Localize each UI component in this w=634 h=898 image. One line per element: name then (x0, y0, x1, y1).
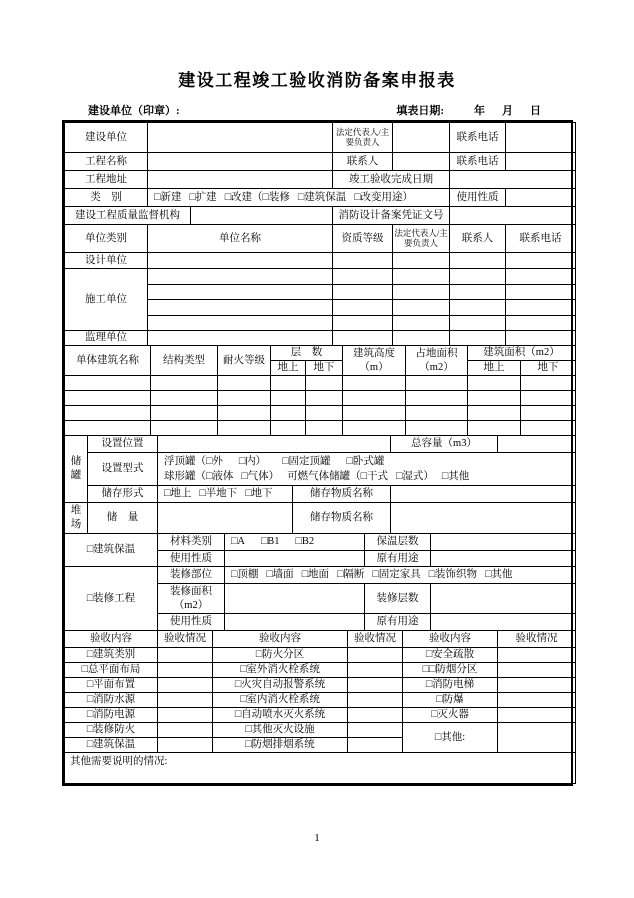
checkbox-flammable-gas-wet[interactable]: □湿式） (396, 471, 434, 482)
building-row-input[interactable] (65, 421, 151, 436)
unit-seal-label: 建设单位（印章）: (88, 105, 180, 117)
quality-supervision-input[interactable] (191, 207, 333, 225)
category-label: 类 别 (65, 189, 148, 207)
form-table (62, 120, 573, 786)
fill-date-group (396, 102, 541, 118)
contractor-row-contact-input[interactable] (450, 269, 506, 285)
checkbox-explosion-proof[interactable]: □防爆 (403, 693, 498, 708)
floor-area-header: 建筑面积（m2） (468, 346, 576, 361)
contractor-row-name-input[interactable] (148, 316, 333, 331)
tank-yard-table (64, 435, 576, 534)
decoration-part-label: 装修部位 (158, 567, 225, 584)
contractor-row-qualification-input[interactable] (333, 285, 393, 300)
checkbox-building-insulation-verify[interactable]: □建筑保温 (65, 738, 158, 753)
building-row-input[interactable] (343, 406, 406, 421)
verify-status-input[interactable] (158, 738, 213, 753)
contractor-row-qualification-input[interactable] (333, 300, 393, 316)
checkbox-spherical-liquid[interactable]: 球形罐（□液体 (164, 471, 234, 482)
building-row-input[interactable] (151, 391, 218, 406)
project-name-input[interactable] (148, 153, 333, 171)
verify-status-input[interactable] (498, 723, 576, 753)
tank-type-options (159, 455, 574, 483)
checkbox-ceiling[interactable]: □顶棚 (231, 569, 259, 581)
verify-status-input[interactable] (158, 708, 213, 723)
project-name-label: 工程名称 (65, 153, 148, 171)
form-subheader (62, 102, 573, 118)
verify-status-input[interactable] (348, 738, 403, 753)
design-unit-phone-input[interactable] (506, 253, 576, 269)
checkbox-spherical-gas[interactable]: □气体） (241, 471, 280, 482)
checkbox-fire-elevator[interactable]: □消防电梯 (403, 678, 498, 693)
design-unit-legal-rep-input[interactable] (393, 253, 450, 269)
building-row-input[interactable] (65, 391, 151, 406)
supervision-unit-legal-rep-input[interactable] (393, 331, 450, 346)
building-row-input[interactable] (218, 391, 271, 406)
contractor-row-phone-input[interactable] (506, 300, 576, 316)
verify-status-input[interactable] (158, 663, 213, 678)
verify-status-input[interactable] (348, 648, 403, 663)
checkbox-fire-compartment[interactable]: □防火分区 (213, 648, 348, 663)
checkbox-decorative-fabric[interactable]: □装饰织物 (428, 569, 478, 581)
design-unit-contact-input[interactable] (450, 253, 506, 269)
checkbox-material-b1[interactable]: □B1 (260, 536, 280, 548)
project-address-input[interactable] (148, 171, 333, 189)
page-title: 建设工程竣工验收消防备案申报表 (178, 71, 456, 91)
checkbox-decoration-other[interactable]: □其他 (485, 569, 513, 581)
tank-type-label: 设置型式 (88, 453, 158, 486)
contractor-row-legal-rep-input[interactable] (393, 269, 450, 285)
checkbox-change-of-use[interactable]: □改变用途） (354, 191, 414, 203)
contact-person-input[interactable] (393, 153, 450, 171)
supervision-unit-label: 监理单位 (65, 331, 148, 346)
checkbox-partition[interactable]: □隔断 (337, 569, 365, 581)
contact-person-label: 联系人 (333, 153, 393, 171)
page-number: 1 (314, 832, 320, 844)
contact-phone-header: 联系电话 (506, 225, 576, 253)
verify-status-header: 验收情况 (498, 631, 576, 648)
verify-status-input[interactable] (348, 693, 403, 708)
contact-phone2-label: 联系电话 (450, 153, 506, 171)
building-name-header: 单体建筑名称 (65, 346, 151, 376)
building-row-input[interactable] (271, 376, 306, 391)
construction-unit-input[interactable] (148, 123, 333, 153)
contractor-row-qualification-input[interactable] (333, 316, 393, 331)
yard-quantity-input[interactable] (158, 503, 293, 534)
area-above-header: 地上 (468, 361, 521, 376)
tank-location-label: 设置位置 (88, 436, 158, 453)
building-row-input[interactable] (343, 376, 406, 391)
unit-name-header: 单位名称 (148, 225, 333, 253)
decoration-floors-input[interactable] (431, 584, 576, 614)
contact-person-header: 联系人 (450, 225, 506, 253)
contact-phone-label: 联系电话 (450, 123, 506, 153)
usage-nature-label: 使用性质 (450, 189, 506, 207)
contractor-row-contact-input[interactable] (450, 300, 506, 316)
construction-contractor-label: 施工单位 (65, 269, 148, 331)
legal-rep-label: 法定代表人/主要负责人 (333, 123, 393, 153)
building-row-input[interactable] (521, 391, 576, 406)
completion-date-input[interactable] (450, 171, 576, 189)
building-row-input[interactable] (306, 406, 343, 421)
remarks-label: 其他需要说明的情况: (70, 756, 168, 767)
contractor-row-qualification-input[interactable] (333, 269, 393, 285)
design-unit-label: 设计单位 (65, 253, 148, 269)
insulation-original-use-label: 原有用途 (365, 551, 431, 567)
supervision-unit-name-input[interactable] (148, 331, 333, 346)
floors-above-header: 地上 (271, 361, 306, 376)
project-address-label: 工程地址 (65, 171, 148, 189)
fill-date-ymd (474, 102, 541, 118)
building-row-input[interactable] (521, 376, 576, 391)
building-row-input[interactable] (468, 391, 521, 406)
checkbox-tank-other[interactable]: □其他 (441, 471, 470, 482)
verify-content-header: 验收内容 (65, 631, 158, 648)
checkbox-material-b2[interactable]: □B2 (295, 536, 315, 548)
checkbox-building-category[interactable]: □建筑类别 (65, 648, 158, 663)
verify-status-header: 验收情况 (158, 631, 213, 648)
checkbox-fire-water-source[interactable]: □消防水源 (65, 693, 158, 708)
tank-location-input[interactable] (158, 436, 391, 453)
checkbox-fire-alarm-system[interactable]: □火灾自动报警系统 (213, 678, 348, 693)
area-below-header: 地下 (521, 361, 576, 376)
checkbox-safe-evacuation[interactable]: □安全疏散 (403, 648, 498, 663)
verify-status-input[interactable] (498, 708, 576, 723)
checkbox-material-a[interactable]: □A (231, 536, 245, 548)
checkbox-verify-other[interactable]: □其他: (403, 723, 498, 753)
verify-status-input[interactable] (158, 693, 213, 708)
unit-category-header: 单位类别 (65, 225, 148, 253)
contact-phone2-input[interactable] (506, 153, 576, 171)
building-row-input[interactable] (218, 421, 271, 436)
construction-unit-label: 建设单位 (65, 123, 148, 153)
storage-form-label: 储存形式 (88, 486, 158, 503)
building-row-input[interactable] (468, 421, 521, 436)
building-row-input[interactable] (271, 391, 306, 406)
checkbox-fixed-roof-tank[interactable]: □固定顶罐 (282, 455, 331, 467)
verify-status-input[interactable] (158, 678, 213, 693)
info-units-table (64, 122, 576, 346)
contractor-row-phone-input[interactable] (506, 269, 576, 285)
decoration-usage-label: 使用性质 (158, 614, 225, 631)
checkbox-fire-extinguisher[interactable]: □灭火器 (403, 708, 498, 723)
yard-quantity-label: 储 量 (88, 503, 158, 534)
building-row-input[interactable] (468, 376, 521, 391)
material-category-label: 材料类别 (158, 534, 225, 551)
checkbox-floor[interactable]: □地面 (301, 569, 330, 581)
storage-form-options (159, 487, 291, 500)
legal-rep-header: 法定代表人/主要负责人 (393, 225, 450, 253)
checkbox-plane-layout[interactable]: □平面布置 (65, 678, 158, 693)
qualification-header: 资质等级 (333, 225, 393, 253)
checkbox-decoration-fireproof[interactable]: □装修防火 (65, 723, 158, 738)
building-row-input[interactable] (218, 376, 271, 391)
tank-material-input[interactable] (391, 486, 576, 503)
checkbox-smoke-compartment[interactable]: □□防烟分区 (403, 663, 498, 678)
building-row-input[interactable] (65, 406, 151, 421)
tank-capacity-label: 总容量（m3） (391, 436, 498, 453)
contractor-row-name-input[interactable] (148, 269, 333, 285)
checkbox-horizontal-tank[interactable]: □卧式罐 (346, 455, 385, 467)
contractor-row-legal-rep-input[interactable] (393, 300, 450, 316)
checkbox-indoor-hydrant-system[interactable]: □室内消火栓系统 (213, 693, 348, 708)
contractor-row-name-input[interactable] (148, 300, 333, 316)
usage-nature-input[interactable] (506, 189, 576, 207)
legal-rep-input[interactable] (393, 123, 450, 153)
checkbox-smoke-exhaust-system[interactable]: □防烟排烟系统 (213, 738, 348, 753)
checkbox-sprinkler-system[interactable]: □自动喷水灭火系统 (213, 708, 348, 723)
year-label: 年 (474, 105, 485, 117)
verify-status-header: 验收情况 (348, 631, 403, 648)
verify-status-input[interactable] (498, 678, 576, 693)
building-row-input[interactable] (406, 376, 468, 391)
contractor-row-phone-input[interactable] (506, 285, 576, 300)
contractor-row-contact-input[interactable] (450, 285, 506, 300)
fill-date-label: 填表日期: (396, 105, 444, 117)
design-unit-name-input[interactable] (148, 253, 333, 269)
insulation-usage-input[interactable] (225, 551, 365, 567)
insulation-usage-label: 使用性质 (158, 551, 225, 567)
building-row-input[interactable] (406, 421, 468, 436)
supervision-unit-contact-input[interactable] (450, 331, 506, 346)
checkbox-renovation-decoration[interactable]: □改建（□装修 (224, 191, 290, 203)
contractor-row-legal-rep-input[interactable] (393, 316, 450, 331)
remarks-cell[interactable] (65, 753, 576, 784)
quality-supervision-label: 建设工程质量监督机构 (65, 207, 191, 225)
building-row-input[interactable] (521, 421, 576, 436)
checkbox-decoration-section[interactable]: □装修工程 (65, 567, 158, 631)
verify-status-input[interactable] (348, 723, 403, 738)
fire-rating-header: 耐火等级 (218, 346, 271, 376)
building-row-input[interactable] (151, 421, 218, 436)
yard-material-input[interactable] (391, 503, 576, 534)
building-row-input[interactable] (306, 376, 343, 391)
checkbox-wall[interactable]: □墙面 (266, 569, 294, 581)
contractor-row-phone-input[interactable] (506, 316, 576, 331)
building-row-input[interactable] (151, 406, 218, 421)
verify-status-input[interactable] (498, 648, 576, 663)
checkbox-outdoor-hydrant-system[interactable]: □室外消火栓系统 (213, 663, 348, 678)
verify-content-header: 验收内容 (213, 631, 348, 648)
insulation-layers-input[interactable] (431, 534, 576, 551)
contractor-row-legal-rep-input[interactable] (393, 285, 450, 300)
verify-status-input[interactable] (158, 648, 213, 663)
contractor-row-contact-input[interactable] (450, 316, 506, 331)
checkbox-floating-roof-internal[interactable]: □内） (238, 455, 267, 467)
decoration-original-use-label: 原有用途 (365, 614, 431, 631)
floors-below-header: 地下 (306, 361, 343, 376)
building-row-input[interactable] (151, 376, 218, 391)
insulation-original-use-input[interactable] (431, 551, 576, 567)
checkbox-fixed-furniture[interactable]: □固定家具 (372, 569, 421, 581)
verification-table (64, 630, 576, 784)
building-row-input[interactable] (218, 406, 271, 421)
verify-status-input[interactable] (498, 693, 576, 708)
verify-status-input[interactable] (348, 663, 403, 678)
decoration-area-label: 装修面积（m2） (158, 584, 225, 614)
building-row-input[interactable] (468, 406, 521, 421)
building-row-input[interactable] (306, 391, 343, 406)
building-row-input[interactable] (406, 406, 468, 421)
supervision-unit-qualification-input[interactable] (333, 331, 393, 346)
contractor-row-name-input[interactable] (148, 285, 333, 300)
supervision-unit-phone-input[interactable] (506, 331, 576, 346)
decoration-original-use-input[interactable] (431, 614, 576, 631)
checkbox-new-build[interactable]: □新建 (154, 191, 182, 203)
building-row-input[interactable] (343, 421, 406, 436)
checkbox-general-layout[interactable]: □总平面布局 (65, 663, 158, 678)
checkbox-flammable-gas-dry[interactable]: 可燃气体储罐（□干式 (287, 471, 389, 482)
verify-status-input[interactable] (158, 723, 213, 738)
decoration-usage-input[interactable] (225, 614, 365, 631)
insulation-layers-label: 保温层数 (365, 534, 431, 551)
tank-capacity-input[interactable] (498, 436, 576, 453)
structure-type-header: 结构类型 (151, 346, 218, 376)
tank-material-label: 储存物质名称 (293, 486, 391, 503)
building-height-header: 建筑高度（m） (343, 346, 406, 376)
completion-date-label: 竣工验收完成日期 (333, 171, 450, 189)
fire-design-doc-input[interactable] (450, 207, 576, 225)
month-label: 月 (502, 105, 513, 117)
checkbox-underground[interactable]: □地下 (245, 488, 273, 500)
checkbox-fire-power-supply[interactable]: □消防电源 (65, 708, 158, 723)
building-row-input[interactable] (271, 406, 306, 421)
category-options (149, 191, 448, 204)
yard-material-label: 储存物质名称 (293, 503, 391, 534)
day-label: 日 (530, 105, 541, 117)
tank-section-label: 储罐 (65, 436, 88, 503)
decoration-floors-label: 装修层数 (365, 584, 431, 614)
verify-status-input[interactable] (348, 678, 403, 693)
building-row-input[interactable] (271, 421, 306, 436)
checkbox-semi-underground[interactable]: □半地下 (199, 488, 238, 500)
checkbox-other-extinguishing-facilities[interactable]: □其他灭火设施 (213, 723, 348, 738)
yard-section-label: 堆场 (65, 503, 88, 534)
building-row-input[interactable] (406, 391, 468, 406)
insulation-decoration-table (64, 533, 576, 631)
building-row-input[interactable] (306, 421, 343, 436)
decoration-part-options (226, 568, 574, 581)
material-category-options (226, 535, 363, 548)
building-row-input[interactable] (343, 391, 406, 406)
checkbox-above-ground[interactable]: □地上 (164, 488, 192, 500)
contact-phone-input[interactable] (506, 123, 576, 153)
checkbox-insulation-section[interactable]: □建筑保温 (65, 534, 158, 567)
footprint-header: 占地面积（m2） (406, 346, 468, 376)
checkbox-expansion[interactable]: □扩建 (189, 191, 217, 203)
fire-design-doc-label: 消防设计备案凭证文号 (333, 207, 450, 225)
checkbox-floating-roof-external[interactable]: 浮顶罐（□外 (164, 455, 223, 467)
design-unit-qualification-input[interactable] (333, 253, 393, 269)
decoration-area-input[interactable] (225, 584, 365, 614)
verify-status-input[interactable] (498, 663, 576, 678)
floors-header: 层 数 (271, 346, 343, 361)
verify-content-header: 验收内容 (403, 631, 498, 648)
building-row-input[interactable] (65, 376, 151, 391)
buildings-table (64, 345, 576, 436)
verify-status-input[interactable] (348, 708, 403, 723)
checkbox-building-insulation[interactable]: □建筑保温 (297, 191, 347, 203)
building-row-input[interactable] (521, 406, 576, 421)
